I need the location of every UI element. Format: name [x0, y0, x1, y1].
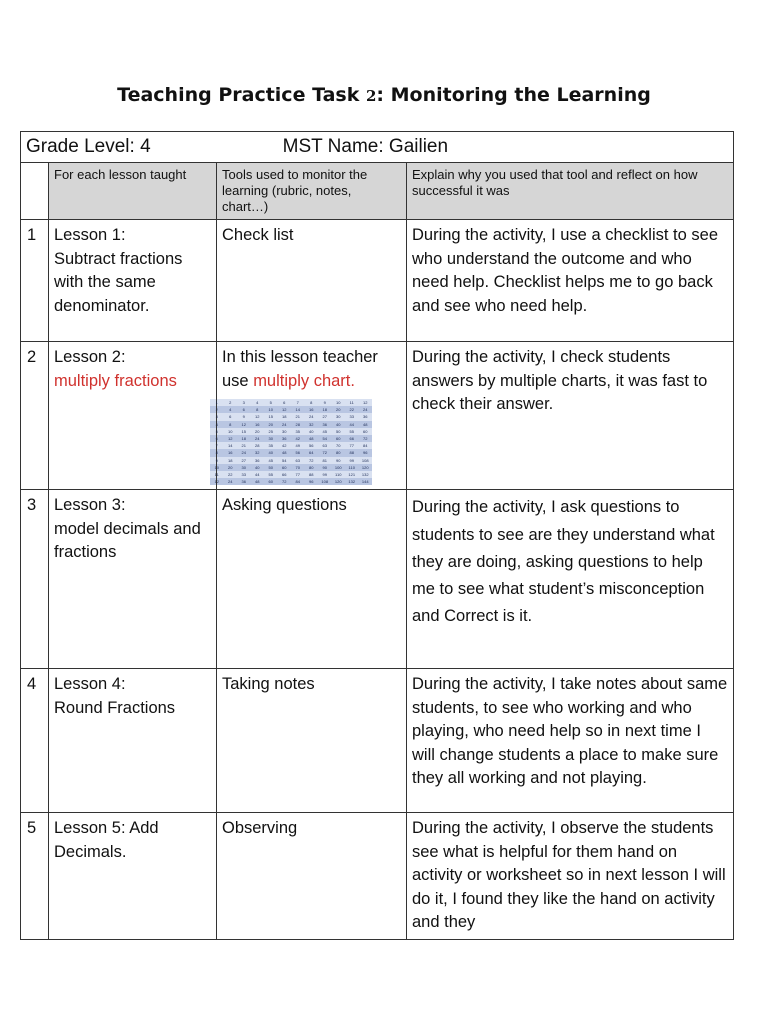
chart-cell: 27 [237, 457, 251, 464]
chart-cell: 54 [278, 457, 292, 464]
chart-cell: 30 [264, 435, 278, 442]
chart-cell: 2 [224, 399, 238, 406]
chart-cell: 12 [237, 421, 251, 428]
row-number: 4 [21, 669, 49, 813]
chart-cell: 81 [318, 457, 332, 464]
grade-cell [21, 132, 734, 163]
lesson-detail: Round Fractions [54, 698, 176, 717]
table-row [21, 813, 734, 940]
chart-cell: 35 [264, 442, 278, 449]
chart-cell: 63 [291, 457, 305, 464]
chart-cell: 10 [332, 399, 346, 406]
tool-cell [217, 220, 407, 342]
tool-text: Asking questions [222, 496, 347, 515]
grade-level: Grade Level: 4 [26, 136, 151, 157]
header-blank-cell [21, 163, 49, 220]
chart-cell: 99 [345, 457, 359, 464]
chart-cell: 49 [291, 442, 305, 449]
lesson-title: Lesson 3: [54, 496, 126, 515]
chart-cell: 11 [345, 399, 359, 406]
explain-cell: During the activity, I take notes about same students, to see who working and who playing, who need help so in next time I will change students a place to make sure they all working and not playing. [407, 669, 734, 813]
chart-row [210, 471, 372, 478]
chart-cell: 8 [251, 406, 265, 413]
chart-cell: 1 [210, 399, 224, 406]
chart-cell: 20 [224, 464, 238, 471]
chart-cell: 11 [210, 471, 224, 478]
chart-cell: 120 [359, 464, 373, 471]
title-part-2: : Monitoring the Learning [376, 84, 651, 106]
lesson-detail: Decimals. [54, 842, 127, 861]
chart-cell: 9 [237, 413, 251, 420]
chart-cell: 4 [251, 399, 265, 406]
tool-cell [214, 342, 407, 490]
explain-cell: During the activity, I check students answers by multiple charts, it was fast to check their answer. [407, 342, 734, 490]
chart-cell: 21 [291, 413, 305, 420]
chart-cell: 96 [359, 449, 373, 456]
chart-cell: 64 [305, 449, 319, 456]
chart-row [210, 428, 372, 435]
chart-cell: 42 [278, 442, 292, 449]
chart-cell: 8 [210, 449, 224, 456]
tool-text: In this lesson teacher use [222, 348, 378, 390]
multiplication-chart-image [210, 399, 372, 485]
chart-cell: 40 [264, 449, 278, 456]
header-row [21, 163, 734, 220]
chart-cell: 84 [291, 478, 305, 485]
chart-cell: 16 [224, 449, 238, 456]
tool-text: Taking notes [222, 675, 315, 694]
table-row [21, 220, 734, 342]
chart-cell: 22 [224, 471, 238, 478]
chart-cell: 72 [278, 478, 292, 485]
chart-cell: 6 [278, 399, 292, 406]
chart-cell: 18 [237, 435, 251, 442]
grade-row [21, 132, 734, 163]
lesson-cell [49, 342, 217, 490]
chart-cell: 20 [251, 428, 265, 435]
chart-cell: 108 [359, 457, 373, 464]
lesson-cell [49, 220, 217, 342]
chart-cell: 16 [251, 421, 265, 428]
chart-cell: 3 [210, 413, 224, 420]
tool-cell [217, 490, 407, 669]
chart-cell: 2 [210, 406, 224, 413]
chart-cell: 36 [237, 478, 251, 485]
row-number: 1 [21, 220, 49, 342]
chart-cell: 70 [291, 464, 305, 471]
chart-cell: 144 [359, 478, 373, 485]
chart-cell: 72 [359, 435, 373, 442]
chart-row [210, 449, 372, 456]
lesson-cell [49, 490, 217, 669]
chart-cell: 50 [264, 464, 278, 471]
chart-cell: 99 [318, 471, 332, 478]
chart-cell: 24 [359, 406, 373, 413]
chart-row [210, 464, 372, 471]
chart-cell: 18 [224, 457, 238, 464]
chart-cell: 77 [345, 442, 359, 449]
chart-cell: 20 [332, 406, 346, 413]
chart-cell: 132 [345, 478, 359, 485]
chart-cell: 100 [332, 464, 346, 471]
chart-cell: 25 [264, 428, 278, 435]
chart-cell: 30 [237, 464, 251, 471]
lesson-title: Lesson 4: [54, 675, 126, 694]
chart-cell: 16 [305, 406, 319, 413]
chart-cell: 36 [318, 421, 332, 428]
chart-cell: 110 [345, 464, 359, 471]
chart-cell: 80 [305, 464, 319, 471]
row-number: 2 [21, 342, 49, 490]
chart-cell: 9 [318, 399, 332, 406]
title-task-number: 2 [365, 87, 377, 105]
explain-cell: During the activity, I use a checklist to see who understand the outcome and who need help. Checklist helps me to go back and see who need help. [407, 220, 734, 342]
chart-cell: 90 [332, 457, 346, 464]
chart-cell: 66 [278, 471, 292, 478]
chart-cell: 4 [210, 421, 224, 428]
chart-cell: 40 [251, 464, 265, 471]
tool-text: Check list [222, 226, 294, 244]
chart-cell: 32 [251, 449, 265, 456]
chart-cell: 35 [291, 428, 305, 435]
chart-cell: 4 [224, 406, 238, 413]
chart-row [210, 457, 372, 464]
chart-cell: 50 [332, 428, 346, 435]
chart-cell: 44 [345, 421, 359, 428]
chart-cell: 6 [224, 413, 238, 420]
lesson-detail: multiply fractions [54, 371, 177, 390]
chart-cell: 30 [278, 428, 292, 435]
chart-cell: 32 [305, 421, 319, 428]
chart-cell: 48 [305, 435, 319, 442]
chart-cell: 132 [359, 471, 373, 478]
title-part-1: Teaching Practice Task [117, 84, 366, 106]
lesson-cell [49, 669, 217, 813]
chart-cell: 55 [264, 471, 278, 478]
chart-cell: 44 [251, 471, 265, 478]
chart-cell: 72 [318, 449, 332, 456]
chart-cell: 3 [237, 399, 251, 406]
row-number: 5 [21, 813, 49, 940]
chart-cell: 21 [237, 442, 251, 449]
chart-row [210, 399, 372, 406]
chart-cell: 33 [237, 471, 251, 478]
chart-cell: 24 [278, 421, 292, 428]
chart-cell: 14 [291, 406, 305, 413]
table-row [21, 669, 734, 813]
chart-cell: 8 [305, 399, 319, 406]
explain-cell: During the activity, I ask questions to students to see are they understand what they are doing, asking questions to help me to see what student’s misconception and Correct is it. [407, 490, 734, 669]
chart-cell: 45 [264, 457, 278, 464]
chart-cell: 7 [291, 399, 305, 406]
chart-cell: 33 [345, 413, 359, 420]
chart-row [210, 442, 372, 449]
chart-cell: 80 [332, 449, 346, 456]
chart-cell: 20 [264, 421, 278, 428]
mst-name: MST Name: Gailien [282, 136, 449, 157]
lesson-title: Lesson 1: [54, 226, 126, 244]
chart-cell: 70 [332, 442, 346, 449]
chart-cell: 6 [237, 406, 251, 413]
lesson-cell [49, 813, 217, 940]
chart-row [210, 413, 372, 420]
chart-cell: 88 [305, 471, 319, 478]
chart-cell: 60 [332, 435, 346, 442]
chart-cell: 60 [278, 464, 292, 471]
chart-cell: 12 [278, 406, 292, 413]
chart-cell: 48 [251, 478, 265, 485]
chart-cell: 12 [210, 478, 224, 485]
chart-cell: 15 [264, 413, 278, 420]
tool-text: Observing [222, 819, 298, 838]
chart-cell: 77 [291, 471, 305, 478]
task-table [20, 131, 734, 940]
lesson-title: Lesson 2: [54, 348, 126, 366]
chart-cell: 108 [318, 478, 332, 485]
chart-cell: 10 [264, 406, 278, 413]
tool-highlight: multiply chart. [253, 371, 355, 390]
header-lesson: For each lesson taught [49, 163, 217, 220]
chart-cell: 84 [359, 442, 373, 449]
chart-cell: 6 [210, 435, 224, 442]
chart-cell: 40 [332, 421, 346, 428]
chart-cell: 48 [278, 449, 292, 456]
chart-cell: 42 [291, 435, 305, 442]
chart-cell: 24 [224, 478, 238, 485]
header-explain: Explain why you used that tool and reflect on how successful it was [407, 163, 734, 220]
chart-cell: 12 [224, 435, 238, 442]
lesson-detail: Subtract fractions with the same denominator. [54, 249, 183, 315]
chart-cell: 28 [251, 442, 265, 449]
chart-cell: 10 [210, 464, 224, 471]
chart-cell: 8 [224, 421, 238, 428]
chart-row [210, 435, 372, 442]
chart-cell: 12 [251, 413, 265, 420]
table-row [21, 342, 734, 490]
chart-cell: 36 [278, 435, 292, 442]
chart-row [210, 478, 372, 485]
lesson-title: Lesson 5: Add [54, 819, 159, 838]
chart-cell: 27 [318, 413, 332, 420]
chart-cell: 45 [318, 428, 332, 435]
chart-cell: 60 [264, 478, 278, 485]
chart-cell: 60 [359, 428, 373, 435]
header-tools: Tools used to monitor the learning (rubric, notes, chart…) [217, 163, 407, 220]
chart-cell: 120 [332, 478, 346, 485]
chart-cell: 90 [318, 464, 332, 471]
chart-row [210, 421, 372, 428]
chart-row [210, 406, 372, 413]
chart-cell: 36 [251, 457, 265, 464]
chart-cell: 55 [345, 428, 359, 435]
tool-cell [217, 669, 407, 813]
chart-cell: 121 [345, 471, 359, 478]
chart-cell: 30 [332, 413, 346, 420]
chart-cell: 18 [278, 413, 292, 420]
chart-cell: 56 [291, 449, 305, 456]
chart-cell: 9 [210, 457, 224, 464]
document-title [0, 84, 768, 106]
chart-cell: 7 [210, 442, 224, 449]
chart-cell: 36 [359, 413, 373, 420]
chart-cell: 22 [345, 406, 359, 413]
chart-cell: 24 [251, 435, 265, 442]
chart-cell: 48 [359, 421, 373, 428]
chart-cell: 88 [345, 449, 359, 456]
chart-cell: 10 [224, 428, 238, 435]
chart-cell: 110 [332, 471, 346, 478]
chart-cell: 24 [237, 449, 251, 456]
chart-cell: 15 [237, 428, 251, 435]
chart-cell: 18 [318, 406, 332, 413]
chart-cell: 12 [359, 399, 373, 406]
chart-cell: 66 [345, 435, 359, 442]
explain-cell: During the activity, I observe the students see what is helpful for them hand on activity or worksheet so in next lesson I will do it, I found they like the hand on activity and they [407, 813, 734, 940]
chart-cell: 14 [224, 442, 238, 449]
chart-cell: 63 [318, 442, 332, 449]
lesson-detail: model decimals and fractions [54, 519, 201, 562]
row-number: 3 [21, 490, 49, 669]
chart-cell: 5 [210, 428, 224, 435]
chart-cell: 24 [305, 413, 319, 420]
chart-cell: 5 [264, 399, 278, 406]
chart-cell: 40 [305, 428, 319, 435]
tool-cell [217, 813, 407, 940]
chart-cell: 72 [305, 457, 319, 464]
chart-cell: 54 [318, 435, 332, 442]
chart-cell: 28 [291, 421, 305, 428]
chart-cell: 56 [305, 442, 319, 449]
table-row [21, 490, 734, 669]
chart-cell: 96 [305, 478, 319, 485]
